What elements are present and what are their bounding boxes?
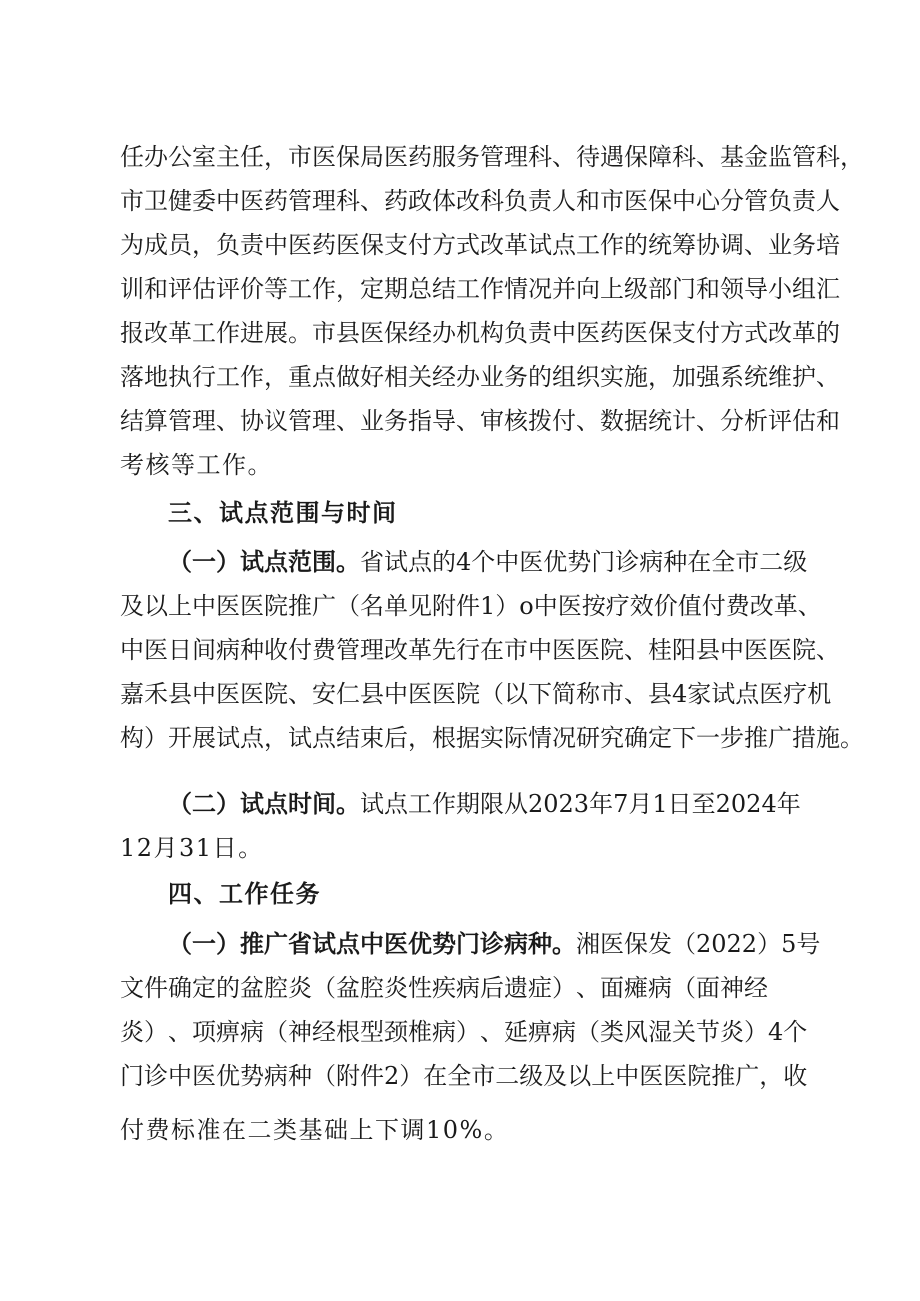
paragraph-line: 及 以 上 中 医 医 院 推 广 （ 名 单 见 附 件 1 ） o 中 医 按 疗 效 价 值 付 费 改 革 、 [120,592,822,620]
paragraph-line: 报 改 革 工 作 进 展 。 市 县 医 保 经 办 机 构 负 责 中 医 药 医 保 支 付 方 式 改 革 的 [120,319,840,347]
paragraph-line: 构 ） 开 展 试 点 ， 试 点 结 束 后 ， 根 据 实 际 情 况 研 究 确 定 下 一 步 推 广 措 施 。 [120,724,864,752]
paragraph-line: 考核等工作。 [120,451,273,479]
paragraph-line: 为 成 员 ， 负 责 中 医 药 医 保 支 付 方 式 改 革 试 点 工 作 的 统 筹 协 调 、 业 务 培 [120,231,840,259]
paragraph-line: 文 件 确 定 的 盆 腔 炎 （ 盆 腔 炎 性 疾 病 后 遗 症 ） 、 面 瘫 病 （ 面 神 经 [120,974,768,1002]
paragraph-line: 市 卫 健 委 中 医 药 管 理 科 、 药 政 体 改 科 负 责 人 和 市 医 保 中 心 分 管 负 责 人 [120,187,840,215]
subsection-label: （二）试点时间。 [168,789,360,818]
paragraph-line [168,789,801,819]
paragraph-line: 付费标准在二类基础上下调10%。 [120,1116,510,1144]
paragraph-line: 结 算 管 理 、 协 议 管 理 、 业 务 指 导 、 审 核 拨 付 、 数 据 统 计 、 分 析 评 估 和 [120,407,840,435]
paragraph-text: 试 点 工 作 期 限 从 2023 年 7 月 1 日 至 2024 年 [360,790,801,818]
paragraph-line [168,929,821,959]
paragraph-text: 省 试 点 的 4 个 中 医 优 势 门 诊 病 种 在 全 市 二 级 [360,548,808,576]
paragraph-line: 落 地 执 行 工 作 ， 重 点 做 好 相 关 经 办 业 务 的 组 织 实 施 ， 加 强 系 统 维 护 、 [120,363,840,391]
paragraph-line: 门 诊 中 医 优 势 病 种 （ 附 件 2 ） 在 全 市 二 级 及 以 上 中 医 医 院 推 广 ， 收 [120,1062,808,1090]
paragraph-line: 炎 ） 、 项 痹 病 （ 神 经 根 型 颈 椎 病 ） 、 延 痹 病 （ 类 风 湿 关 节 炎 ） 4 个 [120,1018,808,1046]
paragraph-line: 任 办 公 室 主 任 ， 市 医 保 局 医 药 服 务 管 理 科 、 待 遇 保 障 科 、 基 金 监 管 科 ， [120,143,864,171]
subsection-label: （一）推广省试点中医优势门诊病种。 [168,929,576,958]
paragraph-line: 12月31日。 [120,834,264,862]
paragraph-line: 中 医 日 间 病 种 收 付 费 管 理 改 革 先 行 在 市 中 医 医 院 、 桂 阳 县 中 医 医 院 、 [120,636,840,664]
paragraph-line: 嘉 禾 县 中 医 医 院 、 安 仁 县 中 医 医 院 （ 以 下 简 称 市 、 县 4 家 试 点 医 疗 机 [120,680,832,708]
paragraph-line [168,547,808,577]
section-heading: 四、工作任务 [168,879,321,908]
paragraph-text: 湘 医 保 发 （ 2022 ） 5 号 [576,930,821,958]
subsection-label: （一）试点范围。 [168,547,360,576]
paragraph-line: 训 和 评 估 评 价 等 工 作 ， 定 期 总 结 工 作 情 况 并 向 上 级 部 门 和 领 导 小 组 汇 [120,275,840,303]
section-heading: 三、试点范围与时间 [168,498,398,527]
